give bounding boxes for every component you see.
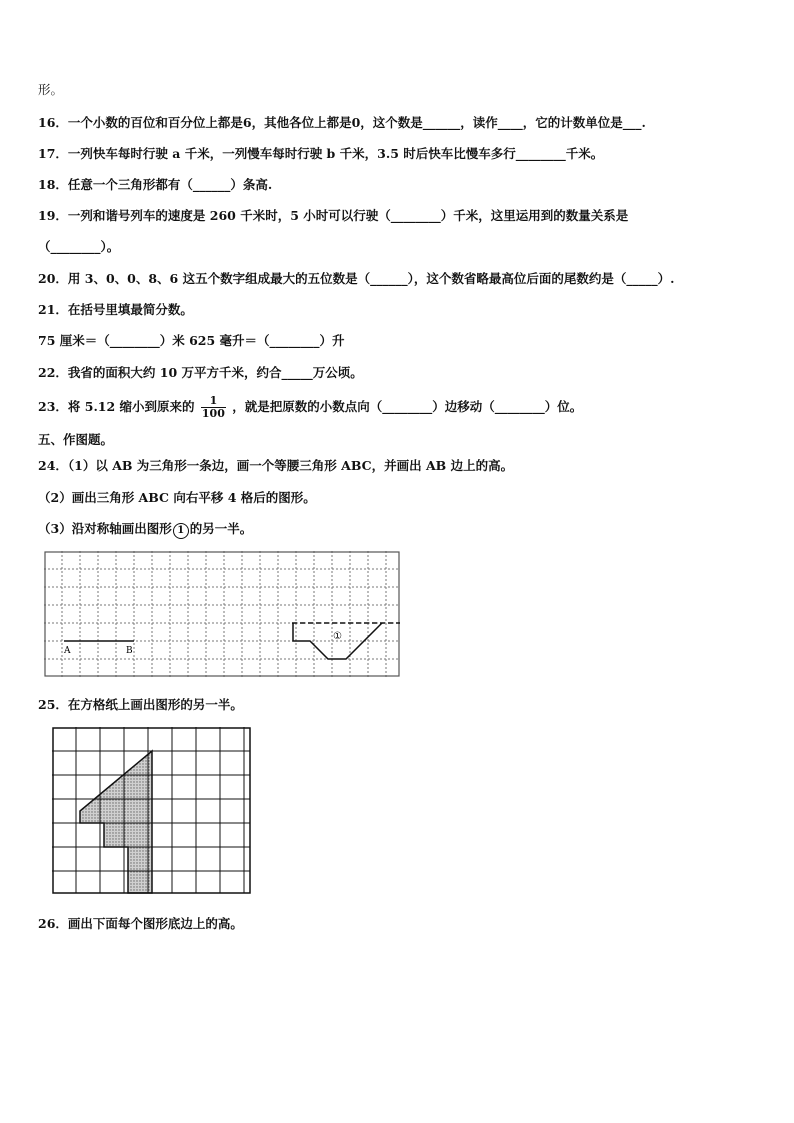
question-24-part-3-a: （3）沿对称轴画出图形 [38, 521, 172, 536]
grid-figure-q24 [44, 551, 402, 679]
question-23 [38, 392, 582, 422]
shaded-shape [80, 751, 152, 893]
question-23-part-2: ，就是把原数的小数点向（________）边移动（________）位。 [232, 399, 583, 414]
question-16: 16．一个小数的百位和百分位上都是6，其他各位上都是0，这个数是______，读作____，它的计数单位是___. [38, 115, 646, 130]
figure-1-label: ① [333, 631, 342, 642]
question-19-line-2: （________）。 [38, 239, 120, 254]
question-21: 21．在括号里填最简分数。 [38, 302, 193, 317]
question-22: 22．我省的面积大约 10 万平方千米，约合_____万公顷。 [38, 365, 363, 380]
question-21-items: 75 厘米＝（________）米 625 毫升＝（________）升 [38, 333, 345, 348]
question-20: 20．用 3、0、0、8、6 这五个数字组成最大的五位数是（______），这个数省略最高位后面的尾数约是（_____）. [38, 271, 675, 286]
circled-number-1: 1 [173, 523, 189, 539]
question-23-part-1: 23．将 5.12 缩小到原来的 [38, 399, 195, 414]
label-a: A [64, 646, 71, 656]
question-18: 18．任意一个三角形都有（______）条高. [38, 177, 273, 192]
fraction-numerator: 1 [201, 395, 226, 408]
label-b: B [126, 646, 133, 656]
question-17: 17．一列快车每时行驶 a 千米，一列慢车每时行驶 b 千米，3.5 时后快车比慢车多行________千米。 [38, 146, 604, 161]
section-5-heading: 五、作图题。 [38, 432, 114, 447]
grid-border [45, 552, 399, 676]
text-line-0: 形。 [38, 82, 64, 97]
question-24: 24．（1）以 AB 为三角形一条边，画一个等腰三角形 ABC，并画出 AB 边上的高。 [38, 458, 514, 473]
question-26: 26．画出下面每个图形底边上的高。 [38, 916, 243, 931]
question-24-part-3 [38, 521, 252, 539]
question-24-part-3-b: 的另一半。 [189, 521, 253, 536]
question-24-part-2: （2）画出三角形 ABC 向右平移 4 格后的图形。 [38, 490, 316, 505]
fraction-denominator: 100 [201, 407, 225, 420]
fraction [201, 395, 226, 420]
question-19-line-1: 19．一列和谐号列车的速度是 260 千米时，5 小时可以行驶（________）千米，这里运用到的数量关系是 [38, 208, 629, 223]
grid-figure-q25 [52, 727, 252, 895]
question-25: 25．在方格纸上画出图形的另一半。 [38, 697, 243, 712]
